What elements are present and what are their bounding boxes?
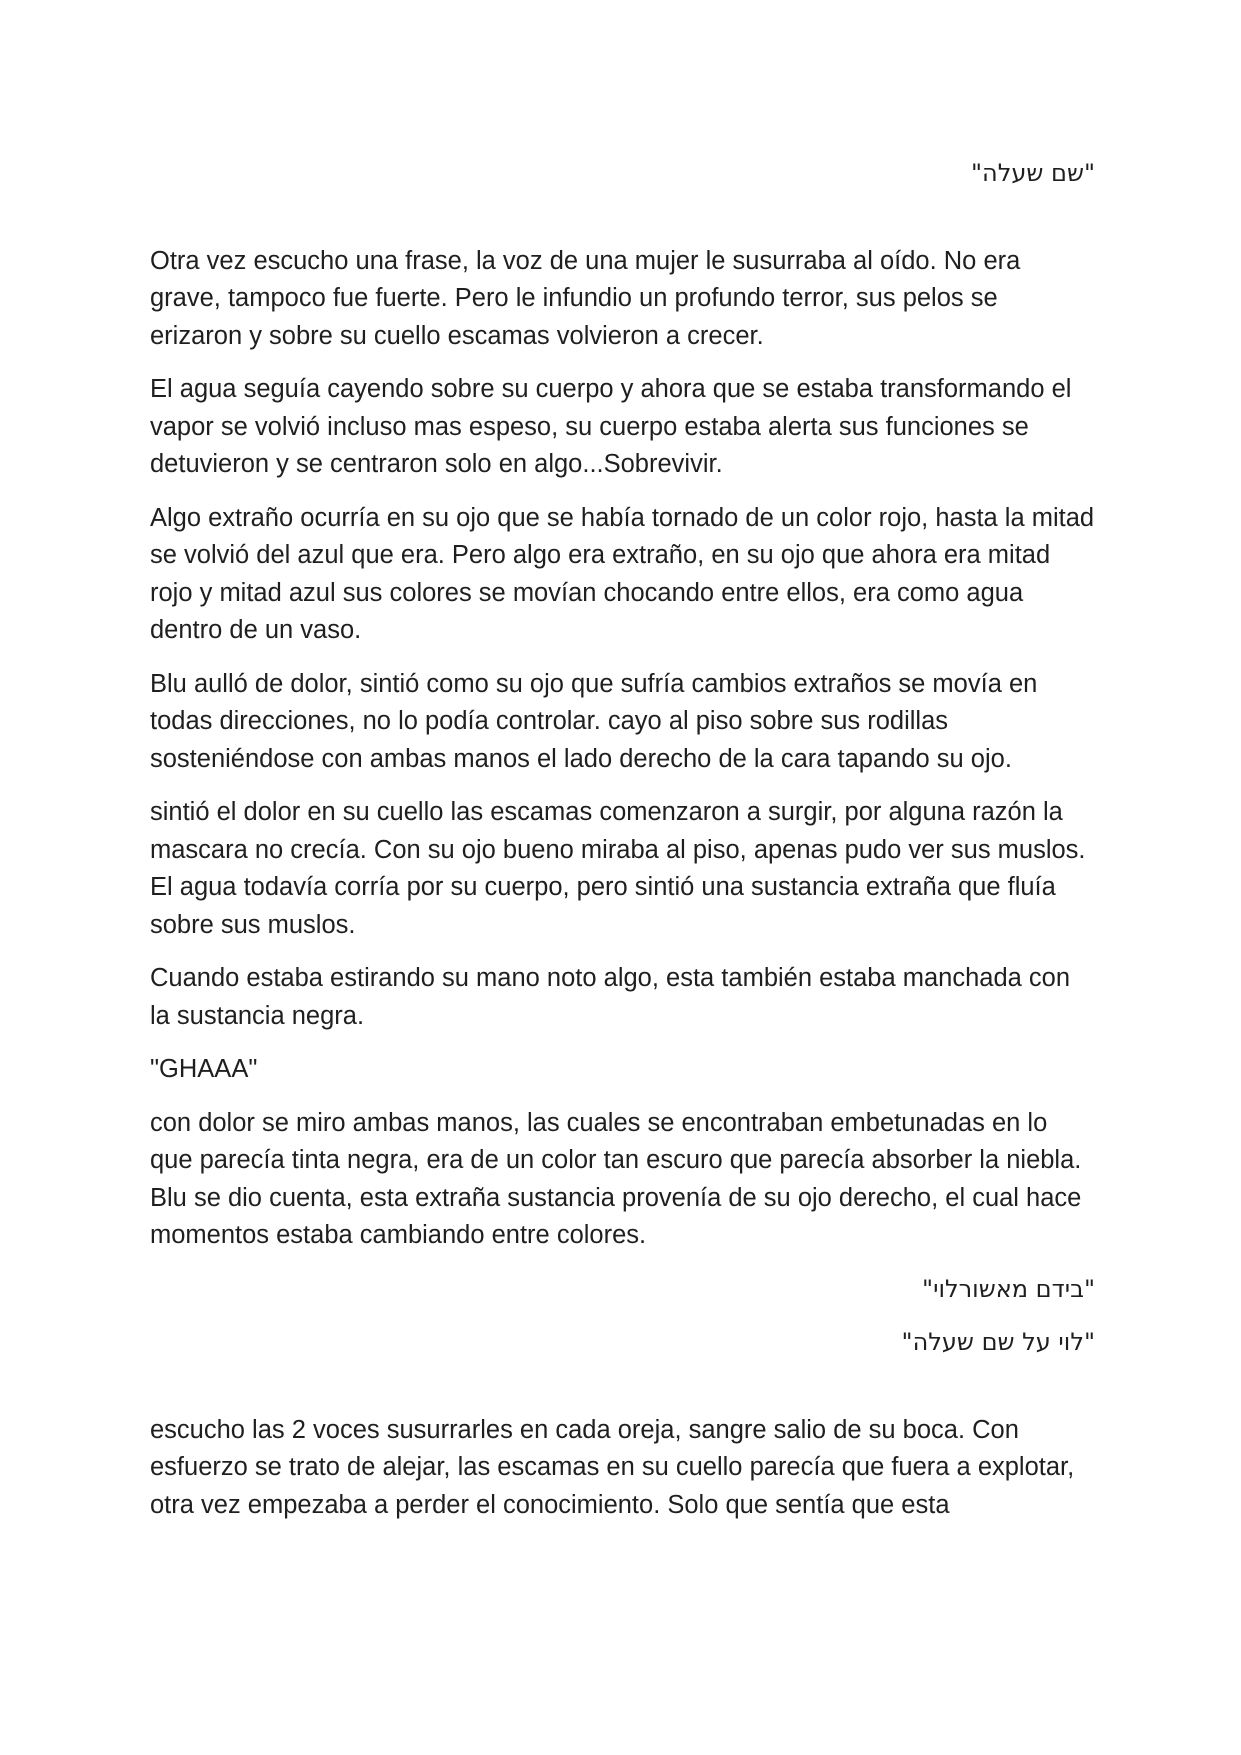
exclamation-line: "GHAAA" — [150, 1055, 258, 1083]
spacer — [150, 944, 1095, 960]
paragraph: Blu aulló de dolor, sintió como su ojo que sufría cambios extraños se movía en todas direcciones, no lo podía controlar. cayo al piso sobre sus rodillas sosteniéndose con ambas manos el lado derecho de la cara tapando su ojo. — [150, 669, 1038, 773]
spacer — [150, 1308, 1095, 1324]
paragraph: Otra vez escucho una frase, la voz de una mujer le susurraba al oído. No era grave, tampoco fue fuerte. Pero le infundio un profundo terror, sus pelos se erizaron y sobre su cuello escamas volvieron a crecer. — [150, 246, 1021, 350]
hebrew-line: "לוי על שם שעלה" — [901, 1328, 1095, 1356]
hebrew-line: "בידם מאשורלוי" — [922, 1274, 1095, 1303]
hebrew-heading: "שם שעלה" — [971, 159, 1095, 187]
spacer — [150, 1035, 1095, 1051]
spacer — [150, 1089, 1095, 1105]
paragraph: sintió el dolor en su cuello las escamas comenzaron a surgir, por alguna razón la mascara no crecía. Con su ojo bueno miraba al piso, apenas pudo ver sus muslos. El agua todavía corría por su cuerpo, pero sintió una sustancia extraña que fluía sobre sus muslos. — [150, 798, 1086, 939]
spacer — [150, 650, 1095, 666]
document-body — [150, 155, 1095, 1524]
spacer — [150, 193, 1095, 243]
spacer — [150, 355, 1095, 371]
spacer — [150, 1362, 1095, 1412]
spacer — [150, 778, 1095, 794]
paragraph: El agua seguía cayendo sobre su cuerpo y ahora que se estaba transformando el vapor se volvió incluso mas espeso, su cuerpo estaba alerta sus funciones se detuvieron y se centraron solo en algo...Sobrevivir. — [150, 375, 1072, 478]
paragraph: Algo extraño ocurría en su ojo que se había tornado de un color rojo, hasta la mitad se volvió del azul que era. Pero algo era extraño, en su ojo que ahora era mitad rojo y mitad azul sus colores se movían chocando entre ellos, era como agua dentro de un vaso. — [150, 503, 1095, 644]
paragraph: Cuando estaba estirando su mano noto algo, esta también estaba manchada con la sustancia negra. — [150, 964, 1071, 1030]
paragraph: con dolor se miro ambas manos, las cuales se encontraban embetunadas en lo que parecía tinta negra, era de un color tan escuro que parecía absorber la niebla. Blu se dio cuenta, esta extraña sustancia provenía de su ojo derecho, el cual hace momentos estaba cambiando entre colores. — [150, 1108, 1082, 1249]
spacer — [150, 1255, 1095, 1271]
spacer — [150, 484, 1095, 500]
paragraph: escucho las 2 voces susurrarles en cada oreja, sangre salio de su boca. Con esfuerzo se trato de alejar, las escamas en su cuello parecía que fuera a explotar, otra vez empezaba a perder el conocimiento. Solo que sentía que esta — [150, 1415, 1075, 1519]
